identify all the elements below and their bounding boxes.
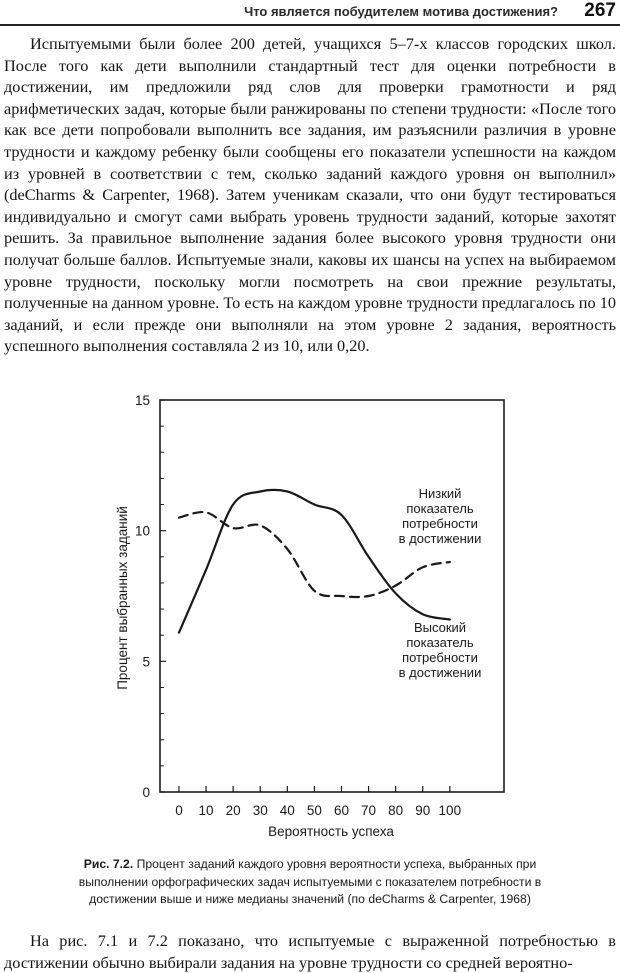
y-axis-label: Процент выбранных заданий	[115, 506, 130, 690]
x-tick-label: 0	[175, 803, 183, 818]
y-axis	[135, 393, 166, 800]
x-tick-label: 40	[279, 803, 295, 818]
x-tick-label: 10	[198, 803, 214, 818]
x-tick-label: 60	[333, 803, 349, 818]
running-header-title: Что является побудителем мотива достижения?	[244, 4, 558, 19]
series-label-high: потребности	[402, 650, 478, 665]
x-tick-label: 90	[415, 803, 431, 818]
body-paragraph-1: Испытуемыми были более 200 детей, учащихся 5–7-х классов городских школ. После того как дети выполнили стандартный тест для оценки потребности в достижении, им предложили ряд слов для проверки грамотности и ряд арифметических задач, которые были ранжированы по степени трудности: «После того как все дети попробовали выполнить все задания, им разъяснили различия в уровне трудности и каждому ребенку были сообщены его показатели успешности на каждом из уровней в соответствии с тем, сколько заданий каждого уровня он выполнил» (deCharms & Carpenter, 1968). Затем ученикам сказали, что они будут тестироваться индивидуально и смогут сами выбрать уровень трудности заданий, которые захотят решить. За правильное выполнение задания более высокого уровня трудности они получат больше баллов. Испытуемые знали, каковы их шансы на успех на выбираемом уровне трудности, поскольку могли посмотреть на свои прежние результаты, полученные на данном уровне. То есть на каждом уровне трудности предлагалось по 10 заданий, и если прежде они выполняли на этом уровне 2 задания, вероятность успешного выполнения составляла 2 из 10, или 0,20.	[4, 34, 616, 356]
body-paragraph-2: На рис. 7.1 и 7.2 показано, что испытуемые с выраженной потребностью в достижении обычно выбирали задания на уровне трудности со средней вероятно-	[4, 931, 616, 972]
y-tick-label: 15	[134, 393, 150, 408]
figure-7-2	[0, 380, 620, 860]
y-tick-label: 0	[142, 785, 150, 800]
series-label-high: Высокий	[413, 620, 467, 635]
series-label-high: показатель	[406, 635, 474, 650]
x-axis-label: Вероятность успеха	[268, 824, 394, 839]
running-header	[0, 0, 620, 26]
x-tick-label: 20	[225, 803, 241, 818]
plot-frame	[160, 400, 504, 792]
figure-caption-label: Рис. 7.2.	[83, 857, 134, 871]
y-tick-label: 5	[142, 654, 150, 670]
series-label-low: показатель	[406, 501, 474, 516]
series-label-low: в достижении	[398, 531, 482, 546]
x-axis	[175, 786, 461, 818]
x-tick-label: 30	[252, 803, 268, 818]
page-number: 267	[584, 0, 616, 21]
line-chart	[0, 380, 620, 860]
series-label-low: Низкий	[418, 486, 462, 501]
series-label-high: в достижении	[398, 665, 482, 680]
x-tick-label: 100	[438, 803, 462, 818]
figure-caption	[52, 856, 568, 909]
series-label-low: потребности	[402, 516, 478, 531]
x-tick-label: 50	[306, 803, 322, 818]
y-tick-label: 10	[134, 523, 150, 539]
series-labels	[399, 486, 482, 680]
x-tick-label: 70	[361, 803, 377, 818]
figure-caption-text: Процент заданий каждого уровня вероятности успеха, выбранных при выполнении орфографических задач испытуемыми с показателем потребности в достижении выше и ниже медианы значений (по deCharms & Carpenter, 1968)	[78, 857, 542, 906]
header-rule	[0, 24, 620, 26]
x-tick-label: 80	[388, 803, 404, 818]
